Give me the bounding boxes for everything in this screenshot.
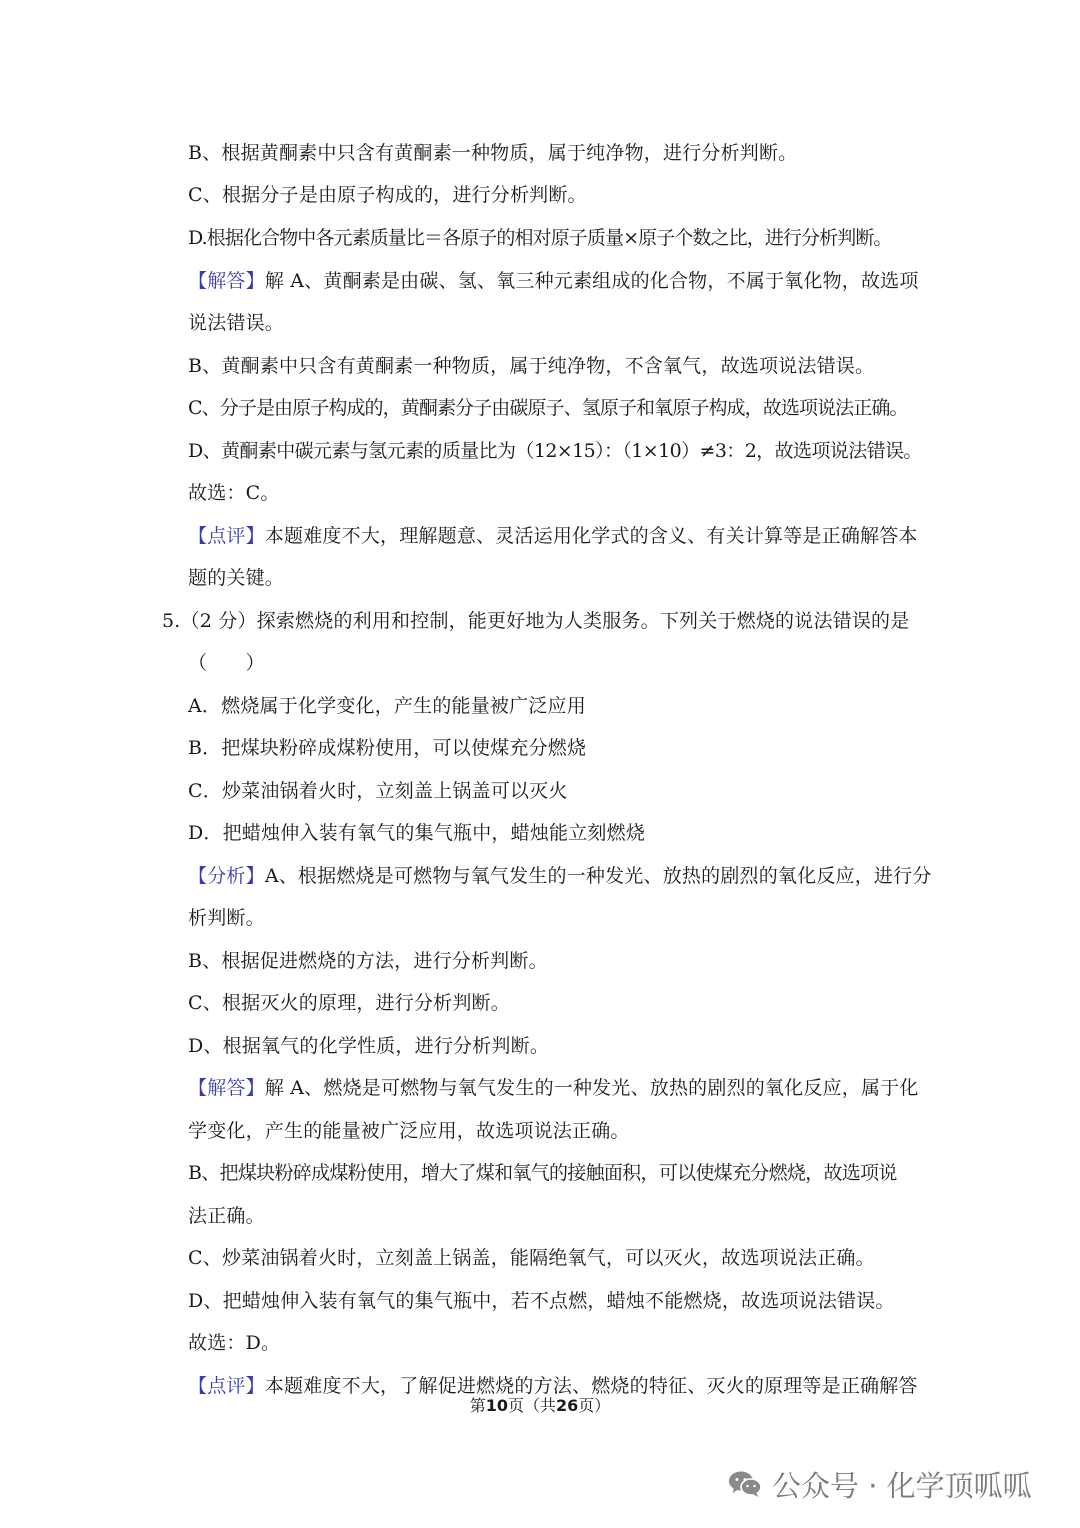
line-text: C、根据灭火的原理，进行分析判断。 <box>188 992 510 1014</box>
line-text: B、根据促进燃烧的方法，进行分析判断。 <box>188 950 548 972</box>
text-line <box>188 1288 928 1314</box>
text-line <box>188 1118 928 1144</box>
text-line <box>188 480 928 506</box>
text-line <box>188 353 928 379</box>
page-total: 26 <box>556 1396 579 1415</box>
question-line <box>162 608 910 634</box>
text-line <box>188 1075 928 1101</box>
line-text: 故选：D。 <box>188 1332 281 1354</box>
answer-bracket <box>188 650 928 676</box>
text-line <box>188 1203 928 1229</box>
line-text: 故选：C。 <box>188 482 280 504</box>
text-line <box>188 523 928 549</box>
option-c <box>188 778 928 804</box>
line-text: （ ） <box>188 652 265 674</box>
line-text: C、分子是由原子构成的，黄酮素分子由碳原子、氢原子和氧原子构成，故选项说法正确。 <box>188 397 908 419</box>
line-text: A、根据燃烧是可燃物与氧气发生的一种发光、放热的剧烈的氧化反应，进行分 <box>264 865 932 887</box>
text-line <box>188 182 928 208</box>
text-line <box>188 905 928 931</box>
line-text: C、炒菜油锅着火时，立刻盖上锅盖，能隔绝氧气，可以灭火，故选项说法正确。 <box>188 1247 875 1269</box>
text-line <box>188 225 928 251</box>
line-text: D、把蜡烛伸入装有氧气的集气瓶中，若不点燃，蜡烛不能燃烧，故选项说法错误。 <box>188 1290 895 1312</box>
line-text: 学变化，产生的能量被广泛应用，故选项说法正确。 <box>188 1120 630 1142</box>
text-line <box>188 310 928 336</box>
section-tag: 【解答】 <box>188 1077 265 1099</box>
line-text: D.根据化合物中各元素质量比＝各原子的相对原子质量×原子个数之比，进行分析判断。 <box>188 227 892 249</box>
text-line <box>188 863 932 889</box>
text-line <box>188 948 928 974</box>
section-tag: 【分析】 <box>188 865 265 887</box>
option-d <box>188 820 928 846</box>
text-line <box>188 1033 928 1059</box>
footer-suffix: 页） <box>578 1396 611 1415</box>
line-text: 析判断。 <box>188 907 265 929</box>
page-footer <box>0 1395 1080 1417</box>
text-line <box>188 1160 928 1186</box>
text-line <box>188 990 928 1016</box>
watermark <box>728 1462 1032 1506</box>
line-text: B、根据黄酮素中只含有黄酮素一种物质，属于纯净物，进行分析判断。 <box>188 142 798 164</box>
line-text: 解 A、燃烧是可燃物与氧气发生的一种发光、放热的剧烈的氧化反应，属于化 <box>264 1077 919 1099</box>
text-line <box>188 268 928 294</box>
line-text: 题的关键。 <box>188 567 285 589</box>
page-number: 10 <box>485 1396 508 1415</box>
text-line <box>188 395 928 421</box>
section-tag: 【解答】 <box>188 270 265 292</box>
line-text: D．把蜡烛伸入装有氧气的集气瓶中，蜡烛能立刻燃烧 <box>188 822 646 844</box>
line-text: B、黄酮素中只含有黄酮素一种物质，属于纯净物，不含氧气，故选项说法错误。 <box>188 355 875 377</box>
line-text: B、把煤块粉碎成煤粉使用，增大了煤和氧气的接触面积，可以使煤充分燃烧，故选项说 <box>188 1162 897 1184</box>
line-text: C．炒菜油锅着火时，立刻盖上锅盖可以灭火 <box>188 780 568 802</box>
text-line <box>188 565 928 591</box>
line-text: D、黄酮素中碳元素与氢元素的质量比为（12×15）：（1×10）≠3：2，故选项说法错误。 <box>188 440 922 462</box>
line-text: C、根据分子是由原子构成的，进行分析判断。 <box>188 184 587 206</box>
line-text: A．燃烧属于化学变化，产生的能量被广泛应用 <box>188 695 586 717</box>
line-text: B．把煤块粉碎成煤粉使用，可以使煤充分燃烧 <box>188 737 587 759</box>
text-line <box>188 1245 928 1271</box>
line-text: 本题难度不大，理解题意、灵活运用化学式的含义、有关计算等是正确解答本 <box>264 525 918 547</box>
line-text: 5.（2 分）探索燃烧的利用和控制，能更好地为人类服务。下列关于燃烧的说法错误的是 <box>162 610 910 632</box>
line-text: D、根据氧气的化学性质，进行分析判断。 <box>188 1035 550 1057</box>
line-text: 解 A、黄酮素是由碳、氢、氧三种元素组成的化合物，不属于氧化物，故选项 <box>264 270 919 292</box>
line-text: 本题难度不大，了解促进燃烧的方法、燃烧的特征、灭火的原理等是正确解答 <box>264 1375 918 1397</box>
wechat-icon <box>728 1470 762 1498</box>
section-tag: 【点评】 <box>188 525 265 547</box>
watermark-text: 公众号 · 化学顶呱呱 <box>772 1468 1032 1503</box>
text-line <box>188 1330 928 1356</box>
text-line <box>188 140 928 166</box>
section-tag: 【点评】 <box>188 1375 265 1397</box>
text-line <box>188 438 928 464</box>
line-text: 法正确。 <box>188 1205 265 1227</box>
line-text: 说法错误。 <box>188 312 285 334</box>
option-b <box>188 735 928 761</box>
option-a <box>188 693 928 719</box>
footer-middle: 页（共 <box>507 1396 556 1415</box>
footer-prefix: 第 <box>469 1396 486 1415</box>
